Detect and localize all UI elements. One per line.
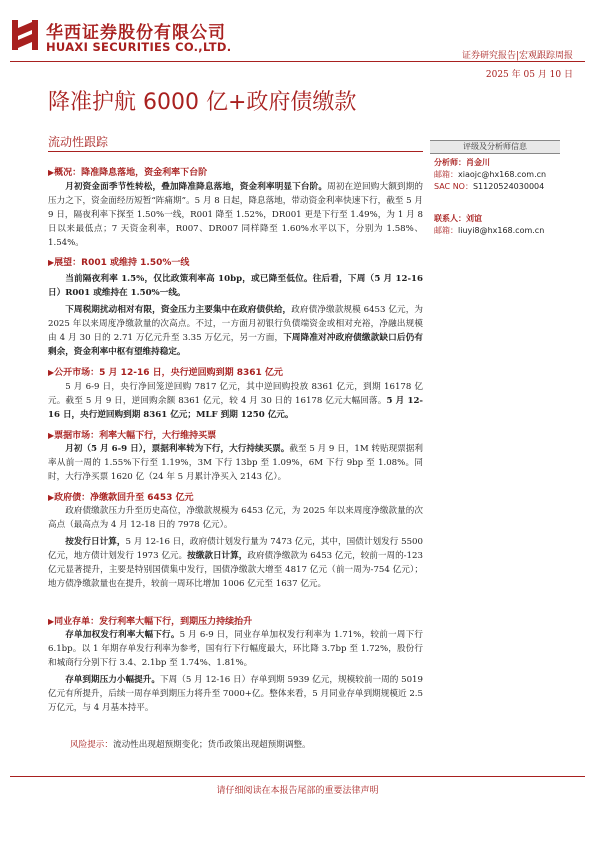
sac-number: S1120524030004 xyxy=(472,182,545,191)
section-heading: ▶公开市场：5 月 12-16 日，央行逆回购到期 8361 亿元 xyxy=(48,368,283,378)
paragraph: 当前隔夜利率 1.5%，仅比政策利率高 10bp，或已降至低位。往后看，下周（5 月 12-16 日）R001 或维持在 1.50%一线。 xyxy=(48,274,423,298)
company-logo-icon xyxy=(10,18,40,52)
risk-warning xyxy=(70,738,311,750)
triangle-bullet-icon: ▶ xyxy=(48,168,55,177)
contact-email-label: 邮箱： xyxy=(434,226,458,235)
section-heading: ▶概况：降准降息落地，资金利率下台阶 xyxy=(48,168,208,178)
report-type: 证券研究报告|宏观跟踪周报 xyxy=(461,51,573,61)
subtitle-divider xyxy=(48,151,423,152)
section-heading: ▶展望：R001 或维持 1.50%一线 xyxy=(48,258,190,268)
footer-divider xyxy=(10,776,585,777)
email-label: 邮箱： xyxy=(434,170,458,179)
section-body xyxy=(48,504,423,591)
contact-line xyxy=(434,213,482,224)
report-subtitle: 流动性跟踪 xyxy=(48,135,109,149)
section-heading: ▶同业存单：发行利率大幅下行，到期压力持续抬升 xyxy=(48,617,253,627)
analyst-name: 肖金川 xyxy=(466,158,490,167)
section-body xyxy=(48,442,423,484)
contact-label: 联系人： xyxy=(434,214,466,223)
risk-text: 流动性出现超预期变化；货币政策出现超预期调整。 xyxy=(112,740,311,750)
triangle-bullet-icon: ▶ xyxy=(48,258,55,267)
paragraph: 下周税期扰动相对有限，资金压力主要集中在政府债供给，政府债净缴款规模 6453 亿元，为 2025 年以来周度净缴款量的次高点。不过，一方面月初银行负债端资金或相对充裕，净融出规模由 4 月 30 日的 2.71 万亿元升至 3.35 万亿元，另一方面，下周降准对冲政府债缴款缺口后仍有剩余，资金利率中枢有望维持稳定。 xyxy=(48,305,423,357)
paragraph: 按发行日计算，5 月 12-16 日，政府债计划发行量为 7473 亿元，其中，国债计划发行 5500 亿元，地方债计划发行 1973 亿元。按缴款日计算，政府债净缴款为 6453 亿元，较前一周的-123 亿元显著提升，主要是特别国债集中发行，国债净缴款大增至 4817 亿元（前一周为-754 亿元）；地方债净缴款量也在提升，较前一周环比增加 1006 亿元至 1637 亿元。 xyxy=(48,537,423,589)
analyst-email[interactable]: xiaojc@hx168.com.cn xyxy=(458,170,547,179)
triangle-bullet-icon: ▶ xyxy=(48,431,55,440)
section-body xyxy=(48,180,423,250)
triangle-bullet-icon: ▶ xyxy=(48,617,55,626)
footer-disclaimer: 请仔细阅读在本报告尾部的重要法律声明 xyxy=(216,786,379,796)
header-divider xyxy=(10,61,585,62)
sac-line xyxy=(434,181,544,192)
triangle-bullet-icon: ▶ xyxy=(48,493,55,502)
company-name-en: HUAXI SECURITIES CO.,LTD. xyxy=(46,40,232,54)
analyst-box-title: 评级及分析师信息 xyxy=(430,140,560,154)
paragraph: 月初资金面季节性转松，叠加降准降息落地，资金利率明显下台阶。周初在逆回购大额到期的压力之下，资金面经历短暂“阵痛期”。5 月 8 日起，降息落地，带动资金利率快速下行，截至 5 月 9 日，隔夜利率下探至 1.50%一线，R001 降至 1.52%，DR001 更是下行至 1.49%，为 1 月 8 日以来最低点；7 天资金利率，R007、DR007 同样降至 1.60%水平以下，分别为 1.58%、1.54%。 xyxy=(48,182,423,248)
analyst-label: 分析师： xyxy=(434,158,466,167)
risk-label: 风险提示： xyxy=(70,740,113,750)
section-heading: ▶票据市场：利率大幅下行，大行维持买票 xyxy=(48,431,217,441)
section-body xyxy=(48,380,423,422)
company-name-cn: 华西证券股份有限公司 xyxy=(46,23,226,43)
sac-label: SAC NO： xyxy=(434,182,473,191)
analyst-email-line xyxy=(434,169,546,180)
contact-email-line xyxy=(434,225,544,236)
section-body xyxy=(48,628,423,715)
section-heading: ▶政府债：净缴款回升至 6453 亿元 xyxy=(48,493,194,503)
section-body xyxy=(48,272,423,359)
paragraph: 5 月 6-9 日，央行净回笼逆回购 7817 亿元，其中逆回购投放 8361 亿元，到期 16178 亿元。截至 5 月 9 日，逆回购余额 8361 亿元，较 4 月 30 日的 16178 亿元大幅回落。5 月 12-16 日，央行逆回购到期 8361 亿元；MLF 到期 1250 亿元。 xyxy=(48,382,424,420)
contact-name: 刘谊 xyxy=(466,214,482,223)
paragraph: 月初（5 月 6-9 日），票据利率转为下行，大行持续买票。截至 5 月 9 日，1M 转贴现票据利率从前一周的 1.55%下行至 1.19%，3M 下行 13bp 至 1.09%，6M 下行 9bp 至 1.08%。同时，大行净买票 1620 亿（24 年 5 月累计净买入 2143 亿）。 xyxy=(48,444,423,482)
report-title: 降准护航 6000 亿+政府债缴款 xyxy=(48,90,357,115)
paragraph: 存单到期压力小幅提升。下周（5 月 12-16 日）存单到期 5939 亿元，规模较前一周的 5019 亿元有所提升，后续一周存单到期压力将升至 7000+亿。整体来看，5 月同业存单到期规模近 2.5 万亿元，与 4 月基本持平。 xyxy=(48,675,423,713)
paragraph: 存单加权发行利率大幅下行。5 月 6-9 日，同业存单加权发行利率为 1.71%，较前一周下行 6.1bp。以 1 年期存单发行利率为参考，国有行下行幅度最大，环比降 3.7bp 至 1.72%，股份行和城商行分别下行 3.4、2.1bp 至 1.74%、1.81%。 xyxy=(48,630,423,668)
report-date: 2025 年 05 月 10 日 xyxy=(485,70,573,80)
paragraph: 政府债缴款压力升至历史高位，净缴款规模为 6453 亿元，为 2025 年以来周度净缴款量的次高点（最高点为 4 月 12-18 日的 7978 亿元）。 xyxy=(48,506,423,530)
triangle-bullet-icon: ▶ xyxy=(48,368,55,377)
contact-email[interactable]: liuyi8@hx168.com.cn xyxy=(458,226,545,235)
analyst-line xyxy=(434,157,490,168)
